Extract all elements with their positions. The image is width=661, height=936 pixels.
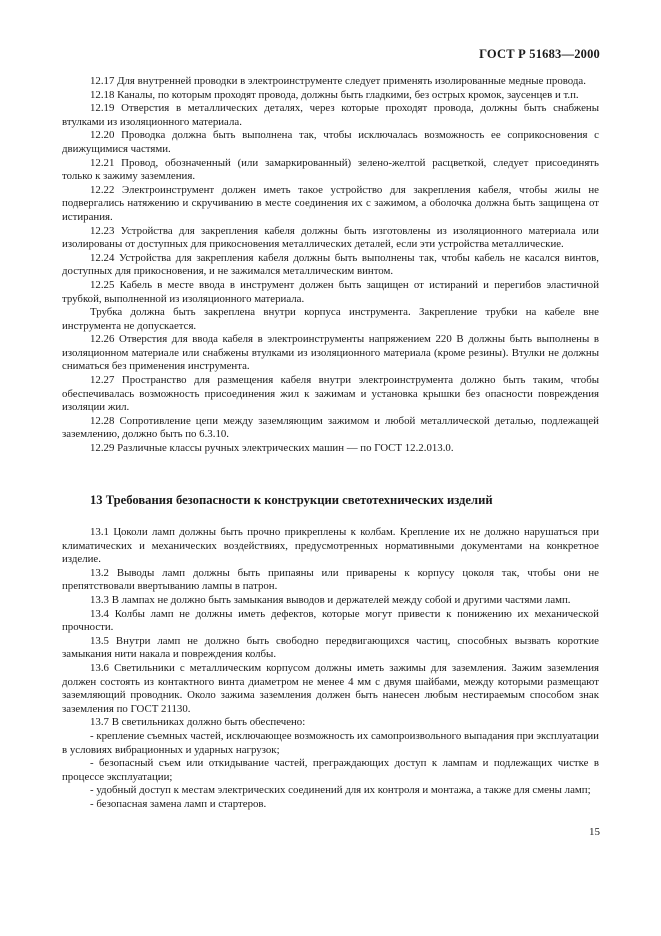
paragraph-13-6: 13.6 Светильники с металлическим корпусом должны иметь зажимы для заземления. Зажим заземления должен состоять из контактного винта диаметром не менее 4 мм с двумя шайбами, между которыми размещают заземляющий проводник. Около зажима заземления должен быть нанесен любым нестираемым способом знак заземления по ГОСТ 21130. [62,661,599,715]
paragraph-13-1: 13.1 Цоколи ламп должны быть прочно прикреплены к колбам. Крепление их не должно нарушаться при климатических и механических воздействиях, предусмотренных нормативными документами на конкретное изделие. [62,526,599,566]
paragraph-12-21: 12.21 Провод, обозначенный (или замаркированный) зелено-желтой расцветкой, следует присоединять только к зажиму заземления. [62,156,599,183]
list-item-access: - удобный доступ к местам электрических соединений для их контроля и монтажа, а также для смены ламп; [90,784,591,797]
paragraph-12-24: 12.24 Устройства для закрепления кабеля должны быть выполнены так, чтобы кабель не касался винтов, доступных для прикосновения, и не зажимался металлическим винтом. [62,251,599,278]
paragraph-12-29: 12.29 Различные классы ручных электрических машин — по ГОСТ 12.2.013.0. [90,442,454,455]
paragraph-12-27: 12.27 Пространство для размещения кабеля внутри электроинструмента должно быть таким, чтобы обеспечивалась возможность присоединения жил к зажимам и установка крышки без опасности повреждения изоляции жил. [62,374,599,414]
paragraph-12-20: 12.20 Проводка должна быть выполнена так, чтобы исключалась возможность ее соприкосновения с движущимися частями. [62,129,599,155]
paragraph-13-4: 13.4 Колбы ламп не должны иметь дефектов, которые могут привести к понижению их механической прочности. [62,607,599,634]
paragraph-13-5: 13.5 Внутри ламп не должно быть свободно передвигающихся частиц, способных вызвать короткие замыкания нити накала и повреждения колбы. [62,634,599,661]
paragraph-12-17: 12.17 Для внутренней проводки в электроинструменте следует применять изолированные медные провода. [90,75,586,87]
section-12-body [62,75,599,456]
document-header: ГОСТ Р 51683—2000 [479,47,600,61]
paragraph-13-2: 13.2 Выводы ламп должны быть припаяны или приварены к корпусу цоколя так, чтобы они не препятствовали ввертыванию лампы в патрон. [62,566,599,593]
page-number: 15 [589,826,600,838]
paragraph-13-3: 13.3 В лампах не должно быть замыкания выводов и держателей между собой и другими частями ламп. [90,593,571,606]
paragraph-12-23: 12.23 Устройства для закрепления кабеля должны быть изготовлены из изоляционного материала или изолированы от доступных для прикосновения металлических деталей, если эти устройства металлические. [62,224,599,251]
paragraph-13-7: 13.7 В светильниках должно быть обеспечено: [90,716,306,729]
paragraph-12-25-cont: Трубка должна быть закреплена внутри корпуса инструмента. Закрепление трубки на кабеле вне инструмента не допускается. [62,306,599,332]
list-item-safe-removal: - безопасный съем или откидывание частей, преграждающих доступ к лампам и подлежащих чистке в процессе эксплуатации; [62,757,599,783]
paragraph-12-28: 12.28 Сопротивление цепи между заземляющим зажимом и любой металлической деталью, подлежащей заземлению, должно быть по 6.3.10. [62,414,599,441]
paragraph-12-26: 12.26 Отверстия для ввода кабеля в электроинструменты напряжением 220 В должны быть выполнены в изоляционном материале или снабжены втулками из изоляционного материала (кроме резины). Втулки не должны сниматься без применения инструмента. [62,333,599,373]
list-item-lamp-replacement: - безопасная замена ламп и стартеров. [90,797,267,810]
paragraph-12-19: 12.19 Отверстия в металлических деталях, через которые проходят провода, должны быть снабжены втулками из изоляционного материала. [62,102,599,128]
section-13-heading: 13 Требования безопасности к конструкции светотехнических изделий [90,493,493,507]
paragraph-12-22: 12.22 Электроинструмент должен иметь такое устройство для закрепления кабеля, чтобы жилы не подвергались натяжению и скручиванию в месте соединения их с зажимом, а оболочка должна быть защищена от истирания. [62,183,599,223]
list-item-fastening: - крепление съемных частей, исключающее возможность их самопроизвольного выпадания при эксплуатации в условиях вибрационных и ударных нагрузок; [62,729,599,756]
paragraph-12-25: 12.25 Кабель в месте ввода в инструмент должен быть защищен от истираний и перегибов эластичной трубкой, выполненной из изоляционного материала. [62,278,599,305]
section-13-body [62,526,599,811]
paragraph-12-18: 12.18 Каналы, по которым проходят провода, должны быть гладкими, без острых кромок, заусенцев и т.п. [90,88,579,101]
